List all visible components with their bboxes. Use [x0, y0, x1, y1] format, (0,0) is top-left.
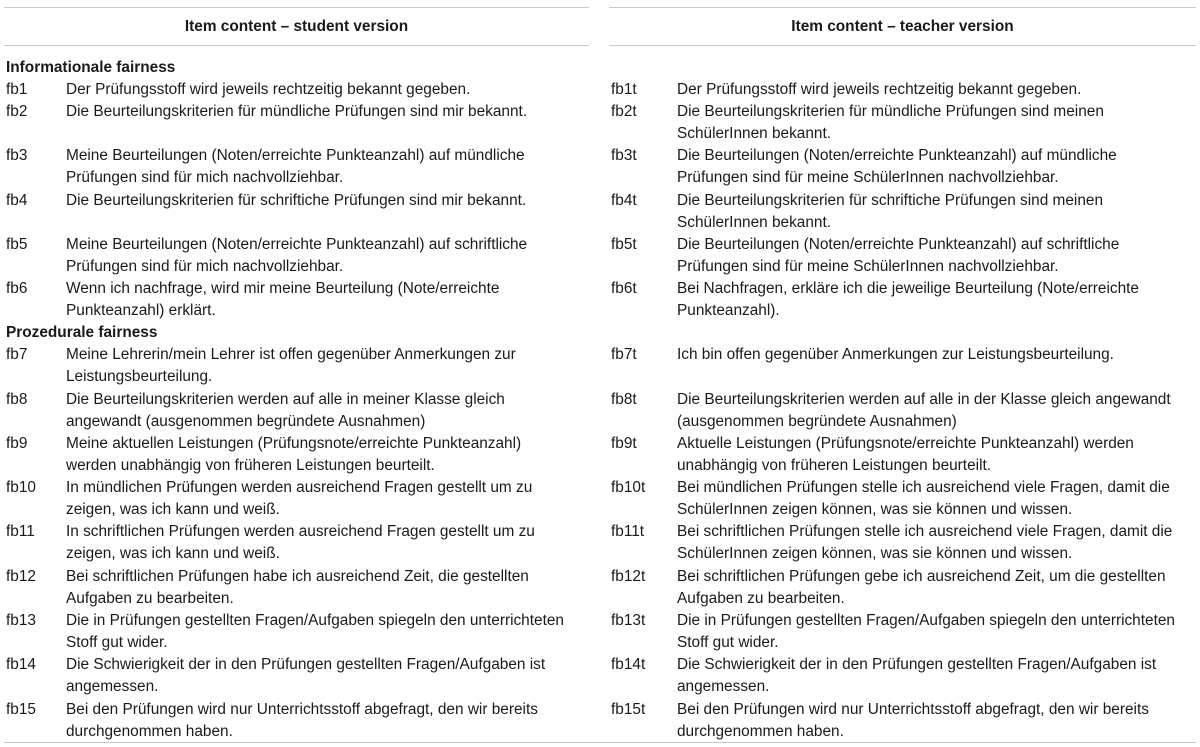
student-item-text: Prüfungen sind für mich nachvollziehbar. [66, 258, 344, 276]
student-item-code: fb9 [6, 435, 28, 452]
student-item-text: Die in Prüfungen gestellten Fragen/Aufgaben spiegeln den unterrichteten [66, 612, 564, 629]
header-teacher-label: Item content – teacher version [791, 17, 1014, 35]
teacher-item-text: Aktuelle Leistungen (Prüfungsnote/erreichte Punkteanzahl) werden [677, 435, 1134, 452]
teacher-item-text: Bei mündlichen Prüfungen stelle ich ausreichend viele Fragen, damit die [677, 479, 1170, 496]
teacher-item-code: fb8t [611, 391, 637, 408]
teacher-item-code: fb12t [611, 568, 646, 585]
teacher-item-code: fb3t [611, 147, 637, 164]
student-item-code: fb5 [6, 236, 28, 253]
header-student-label: Item content – student version [184, 17, 409, 35]
student-item-text: Meine aktuellen Leistungen (Prüfungsnote/erreichte Punkteanzahl) [66, 435, 522, 452]
student-item-text: zeigen, was ich kann und weiß. [66, 501, 280, 519]
student-item-text: zeigen, was ich kann und weiß. [66, 545, 280, 563]
teacher-item-text: Bei schriftlichen Prüfungen stelle ich ausreichend viele Fragen, damit die [677, 523, 1173, 540]
student-item-text: Die Schwierigkeit der in den Prüfungen gestellten Fragen/Aufgaben ist [66, 656, 546, 673]
teacher-item-text: angemessen. [677, 678, 770, 696]
section-informational: Informationale fairness [6, 59, 176, 76]
student-item-code: fb1 [6, 81, 28, 98]
teacher-item-text: Aufgaben zu bearbeiten. [677, 590, 845, 608]
section-procedural: Prozedurale fairness [6, 324, 158, 341]
student-item-code: fb6 [6, 280, 28, 297]
teacher-item-code: fb13t [611, 612, 646, 629]
teacher-item-text: Ich bin offen gegenüber Anmerkungen zur Leistungsbeurteilung. [677, 346, 1114, 363]
student-item-text: Punkteanzahl) erklärt. [66, 302, 216, 320]
student-item-text: Stoff gut wider. [66, 634, 168, 652]
teacher-item-code: fb7t [611, 346, 637, 363]
student-item-text: Meine Beurteilungen (Noten/erreichte Punkteanzahl) auf mündliche [66, 147, 525, 164]
header-teacher [609, 7, 1196, 46]
teacher-item-code: fb4t [611, 192, 637, 209]
teacher-item-text: Stoff gut wider. [677, 634, 779, 652]
student-item-text: Meine Beurteilungen (Noten/erreichte Punkteanzahl) auf schriftliche [66, 236, 528, 253]
teacher-item-text: Die Beurteilungen (Noten/erreichte Punkteanzahl) auf schriftliche [677, 236, 1120, 253]
student-item-code: fb3 [6, 147, 28, 164]
teacher-item-text: unabhängig von früheren Leistungen beurteilt. [677, 457, 992, 475]
teacher-item-code: fb15t [611, 701, 646, 718]
teacher-item-text: Bei schriftlichen Prüfungen gebe ich ausreichend Zeit, um die gestellten [677, 568, 1166, 585]
student-item-code: fb15 [6, 701, 36, 718]
header-student [4, 7, 589, 46]
student-item-text: Die Beurteilungskriterien für schriftiche Prüfungen sind mir bekannt. [66, 192, 527, 209]
student-item-text: Leistungsbeurteilung. [66, 368, 213, 386]
student-item-text: angewandt (ausgenommen begründete Ausnahmen) [66, 413, 426, 431]
student-item-code: fb7 [6, 346, 28, 363]
student-item-text: Die Beurteilungskriterien werden auf alle in meiner Klasse gleich [66, 391, 505, 408]
teacher-item-code: fb9t [611, 435, 637, 452]
student-item-text: Aufgaben zu bearbeiten. [66, 590, 234, 608]
teacher-item-text: SchülerInnen zeigen können, was sie können und wissen. [677, 501, 1073, 519]
student-item-text: Der Prüfungsstoff wird jeweils rechtzeitig bekannt gegeben. [66, 81, 471, 98]
student-item-text: Meine Lehrerin/mein Lehrer ist offen gegenüber Anmerkungen zur [66, 346, 516, 363]
teacher-item-code: fb11t [611, 523, 645, 540]
teacher-item-code: fb6t [611, 280, 637, 297]
teacher-item-text: Die Beurteilungskriterien für mündliche Prüfungen sind meinen [677, 103, 1104, 120]
student-item-code: fb14 [6, 656, 36, 673]
student-item-text: Bei den Prüfungen wird nur Unterrichtsstoff abgefragt, den wir bereits [66, 701, 538, 718]
teacher-item-code: fb1t [611, 81, 637, 98]
teacher-item-text: Die in Prüfungen gestellten Fragen/Aufgaben spiegeln den unterrichteten [677, 612, 1175, 629]
student-item-code: fb8 [6, 391, 28, 408]
teacher-item-code: fb5t [611, 236, 637, 253]
student-item-text: In schriftlichen Prüfungen werden ausreichend Fragen gestellt um zu [66, 523, 535, 540]
student-item-text: durchgenommen haben. [66, 723, 233, 741]
teacher-item-text: SchülerInnen zeigen können, was sie können und wissen. [677, 545, 1073, 563]
teacher-item-text: durchgenommen haben. [677, 723, 844, 741]
teacher-item-code: fb14t [611, 656, 646, 673]
teacher-item-text: Prüfungen sind für meine SchülerInnen nachvollziehbar. [677, 258, 1059, 276]
student-item-code: fb12 [6, 568, 36, 585]
teacher-item-text: Die Schwierigkeit der in den Prüfungen gestellten Fragen/Aufgaben ist [677, 656, 1157, 673]
teacher-item-code: fb2t [611, 103, 637, 120]
student-item-text: Bei schriftlichen Prüfungen habe ich ausreichend Zeit, die gestellten [66, 568, 529, 585]
student-item-text: werden unabhängig von früheren Leistungen beurteilt. [66, 457, 435, 475]
teacher-item-text: Die Beurteilungskriterien werden auf alle in der Klasse gleich angewandt [677, 391, 1171, 408]
teacher-item-text: Die Beurteilungskriterien für schriftiche Prüfungen sind meinen [677, 192, 1104, 209]
student-item-code: fb11 [6, 523, 35, 540]
teacher-item-text: SchülerInnen bekannt. [677, 214, 832, 232]
teacher-item-text: Punkteanzahl). [677, 302, 780, 320]
teacher-item-text: Die Beurteilungen (Noten/erreichte Punkteanzahl) auf mündliche [677, 147, 1117, 164]
teacher-item-text: Bei den Prüfungen wird nur Unterrichtsstoff abgefragt, den wir bereits [677, 701, 1149, 718]
teacher-item-code: fb10t [611, 479, 646, 496]
student-item-text: Wenn ich nachfrage, wird mir meine Beurteilung (Note/erreichte [66, 280, 500, 297]
student-item-code: fb4 [6, 192, 28, 209]
student-item-text: Prüfungen sind für mich nachvollziehbar. [66, 169, 344, 187]
teacher-item-text: Bei Nachfragen, erkläre ich die jeweilige Beurteilung (Note/erreichte [677, 280, 1139, 297]
student-item-code: fb13 [6, 612, 36, 629]
student-item-code: fb2 [6, 103, 28, 120]
teacher-item-text: (ausgenommen begründete Ausnahmen) [677, 413, 957, 431]
student-item-text: In mündlichen Prüfungen werden ausreichend Fragen gestellt um zu [66, 479, 533, 496]
teacher-item-text: SchülerInnen bekannt. [677, 125, 832, 143]
student-item-text: angemessen. [66, 678, 159, 696]
teacher-item-text: Der Prüfungsstoff wird jeweils rechtzeitig bekannt gegeben. [677, 81, 1082, 98]
student-item-code: fb10 [6, 479, 36, 496]
bottom-rule [4, 742, 1196, 743]
teacher-item-text: Prüfungen sind für meine SchülerInnen nachvollziehbar. [677, 169, 1059, 187]
student-item-text: Die Beurteilungskriterien für mündliche Prüfungen sind mir bekannt. [66, 103, 528, 120]
